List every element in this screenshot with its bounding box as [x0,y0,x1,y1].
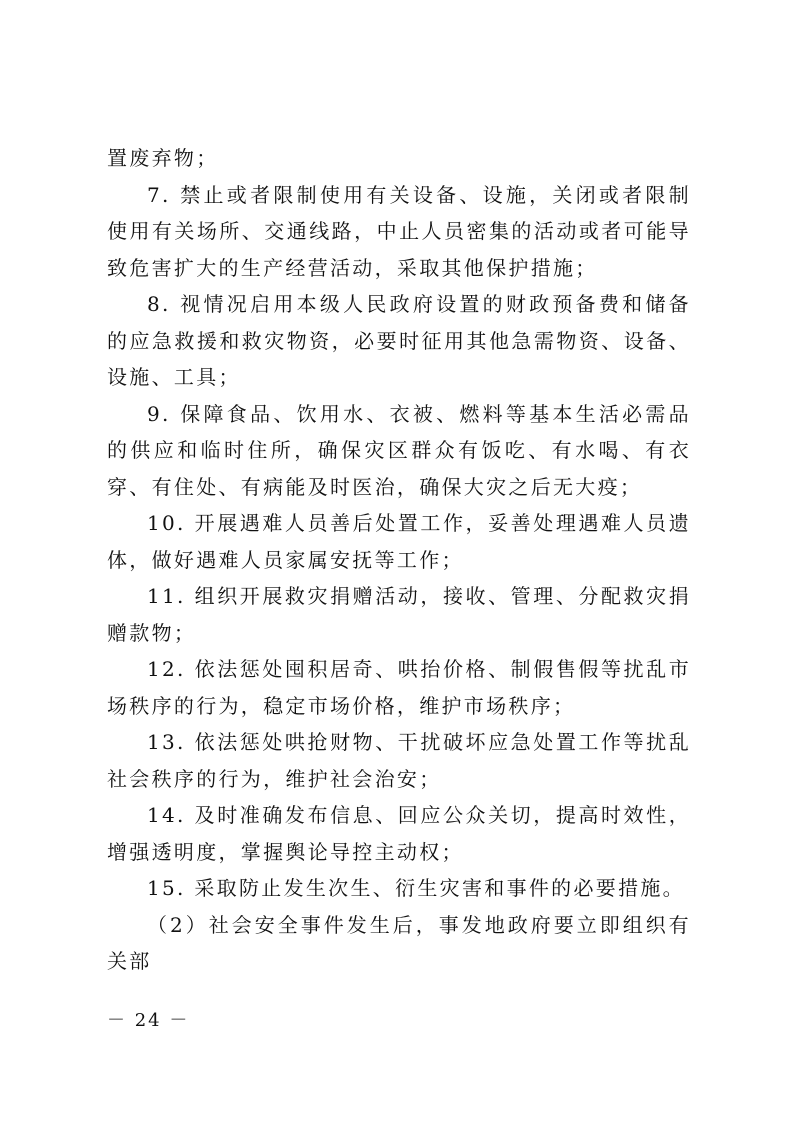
paragraph-item-13: 13. 依法惩处哄抢财物、干扰破坏应急处置工作等扰乱社会秩序的行为，维护社会治安； [107,730,691,791]
paragraph-item-11: 11. 组织开展救灾捐赠活动，接收、管理、分配救灾捐赠款物； [107,584,691,645]
paragraph-item-7: 7. 禁止或者限制使用有关设备、设施，关闭或者限制使用有关场所、交通线路，中止人员密集的活动或者可能导致危害扩大的生产经营活动，采取其他保护措施； [107,182,691,280]
page-number: － 24 － [107,1010,190,1031]
paragraph-item-8: 8. 视情况启用本级人民政府设置的财政预备费和储备的应急救援和救灾物资，必要时征用其他急需物资、设备、设施、工具； [107,292,691,389]
paragraph-item-9: 9. 保障食品、饮用水、衣被、燃料等基本生活必需品的供应和临时住所，确保灾区群众有饭吃、有水喝、有衣穿、有住处、有病能及时医治，确保大灾之后无大疫； [107,401,691,499]
paragraph-item-14: 14. 及时准确发布信息、回应公众关切，提高时效性，增强透明度，掌握舆论导控主动权； [107,803,691,864]
paragraph-section-2: （2）社会安全事件发生后，事发地政府要立即组织有关部 [107,912,691,973]
document-body [107,140,691,980]
paragraph-item-10: 10. 开展遇难人员善后处置工作，妥善处理遇难人员遗体，做好遇难人员家属安抚等工作； [107,511,691,572]
paragraph-item-15: 15. 采取防止发生次生、衍生灾害和事件的必要措施。 [147,876,685,900]
paragraph-item-12: 12. 依法惩处囤积居奇、哄抬价格、制假售假等扰乱市场秩序的行为，稳定市场价格，维护市场秩序； [107,657,691,718]
paragraph-continuation: 置废弃物； [107,146,219,170]
